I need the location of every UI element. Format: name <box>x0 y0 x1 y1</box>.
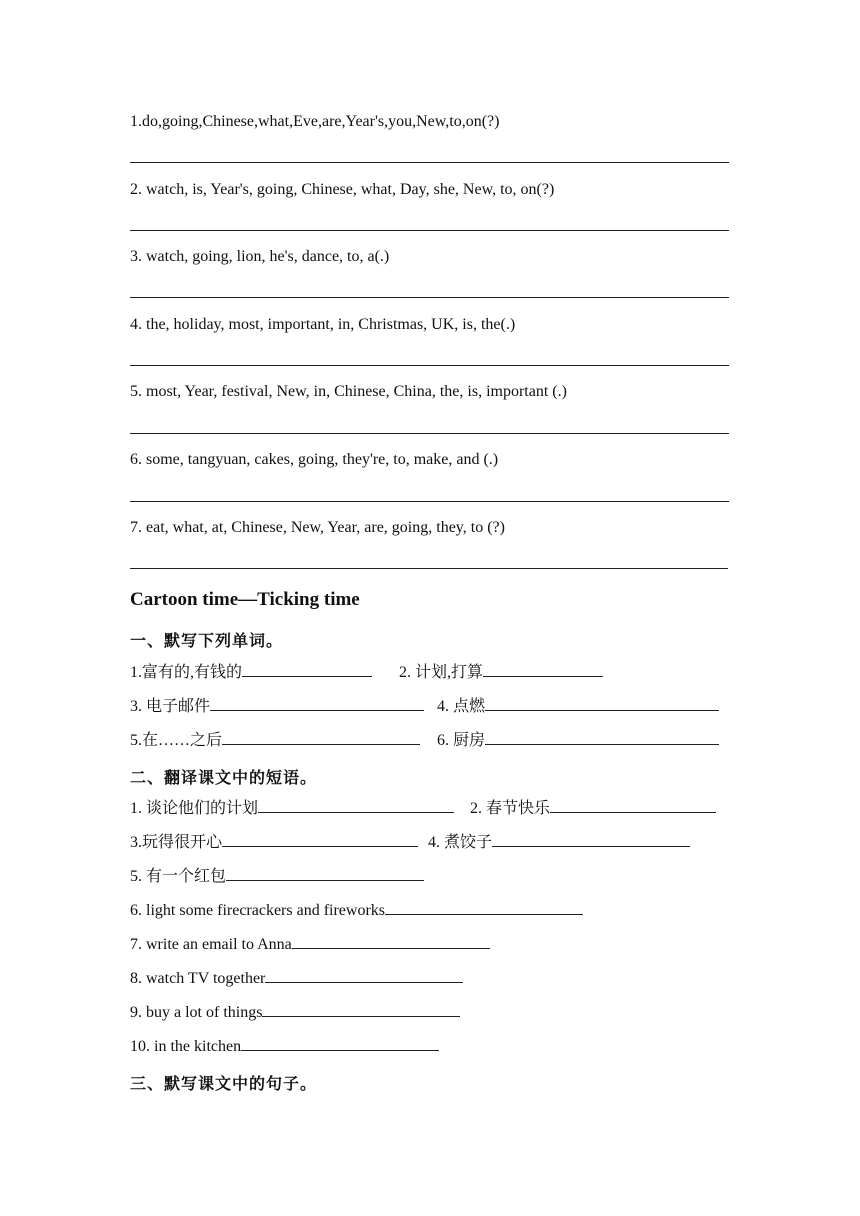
phrase-blank-6[interactable] <box>385 900 583 915</box>
word-prompt-2: 2. 计划,打算 <box>399 664 484 681</box>
phrase-blank-7[interactable] <box>292 934 490 949</box>
answer-line-1[interactable] <box>130 162 729 163</box>
phrase-blank-4[interactable] <box>492 832 690 847</box>
reorder-question-1: 1.do,going,Chinese,what,Eve,are,Year's,you,New,to,on(?) <box>130 113 500 130</box>
word-prompt-1: 1.富有的,有钱的 <box>130 664 243 681</box>
answer-line-6[interactable] <box>130 501 729 502</box>
phrase-row-7 <box>130 1002 460 1023</box>
answer-line-7[interactable] <box>130 568 728 569</box>
word-item-6 <box>437 730 719 751</box>
word-prompt-6: 6. 厨房 <box>437 732 486 749</box>
phrase-row-6 <box>130 968 463 989</box>
word-blank-2[interactable] <box>483 662 603 677</box>
word-item-4 <box>437 696 719 717</box>
phrase-row-5 <box>130 934 490 955</box>
phrase-prompt-2: 2. 春节快乐 <box>470 800 551 817</box>
reorder-question-6: 6. some, tangyuan, cakes, going, they're, to, make, and (.) <box>130 451 499 468</box>
phrase-prompt-3: 3.玩得很开心 <box>130 834 223 851</box>
reorder-question-2: 2. watch, is, Year's, going, Chinese, what, Day, she, New, to, on(?) <box>130 181 555 198</box>
phrase-blank-9[interactable] <box>262 1002 460 1017</box>
word-blank-6[interactable] <box>485 730 719 745</box>
section-heading: Cartoon time—Ticking time <box>130 589 360 610</box>
word-item-1 <box>130 662 372 683</box>
phrase-prompt-8: 8. watch TV together <box>130 970 266 987</box>
section3-title: 三、默写课文中的句子。 <box>130 1074 318 1093</box>
phrase-blank-10[interactable] <box>241 1036 439 1051</box>
reorder-question-4: 4. the, holiday, most, important, in, Christmas, UK, is, the(.) <box>130 316 516 333</box>
section2-title: 二、翻译课文中的短语。 <box>130 768 318 787</box>
word-prompt-5: 5.在……之后 <box>130 732 223 749</box>
phrase-blank-3[interactable] <box>222 832 418 847</box>
phrase-prompt-10: 10. in the kitchen <box>130 1038 242 1055</box>
word-item-5 <box>130 730 420 751</box>
phrase-item-4 <box>428 832 690 853</box>
reorder-question-7: 7. eat, what, at, Chinese, New, Year, are, going, they, to (?) <box>130 519 505 536</box>
phrase-item-5 <box>130 866 424 887</box>
phrase-item-3 <box>130 832 418 853</box>
phrase-blank-2[interactable] <box>550 798 716 813</box>
reorder-question-3: 3. watch, going, lion, he's, dance, to, a(.) <box>130 248 390 265</box>
word-item-3 <box>130 696 424 717</box>
phrase-blank-8[interactable] <box>265 968 463 983</box>
answer-line-5[interactable] <box>130 433 729 434</box>
phrase-row-4 <box>130 900 583 921</box>
answer-line-4[interactable] <box>130 365 729 366</box>
word-blank-4[interactable] <box>485 696 719 711</box>
section1-title: 一、默写下列单词。 <box>130 631 284 650</box>
phrase-prompt-1: 1. 谈论他们的计划 <box>130 800 259 817</box>
word-prompt-4: 4. 点燃 <box>437 698 486 715</box>
word-prompt-3: 3. 电子邮件 <box>130 698 211 715</box>
word-blank-3[interactable] <box>210 696 424 711</box>
phrase-prompt-4: 4. 煮饺子 <box>428 834 493 851</box>
phrase-item-2 <box>470 798 716 819</box>
phrase-prompt-7: 7. write an email to Anna <box>130 936 292 953</box>
phrase-blank-1[interactable] <box>258 798 454 813</box>
phrase-prompt-5: 5. 有一个红包 <box>130 868 227 885</box>
answer-line-2[interactable] <box>130 230 729 231</box>
answer-line-3[interactable] <box>130 297 729 298</box>
phrase-row-8 <box>130 1036 439 1057</box>
word-blank-5[interactable] <box>222 730 420 745</box>
phrase-item-1 <box>130 798 454 819</box>
phrase-blank-5[interactable] <box>226 866 424 881</box>
word-blank-1[interactable] <box>242 662 372 677</box>
word-item-2 <box>399 662 603 683</box>
phrase-prompt-6: 6. light some firecrackers and fireworks <box>130 902 386 919</box>
phrase-prompt-9: 9. buy a lot of things <box>130 1004 263 1021</box>
reorder-question-5: 5. most, Year, festival, New, in, Chinese, China, the, is, important (.) <box>130 383 567 400</box>
